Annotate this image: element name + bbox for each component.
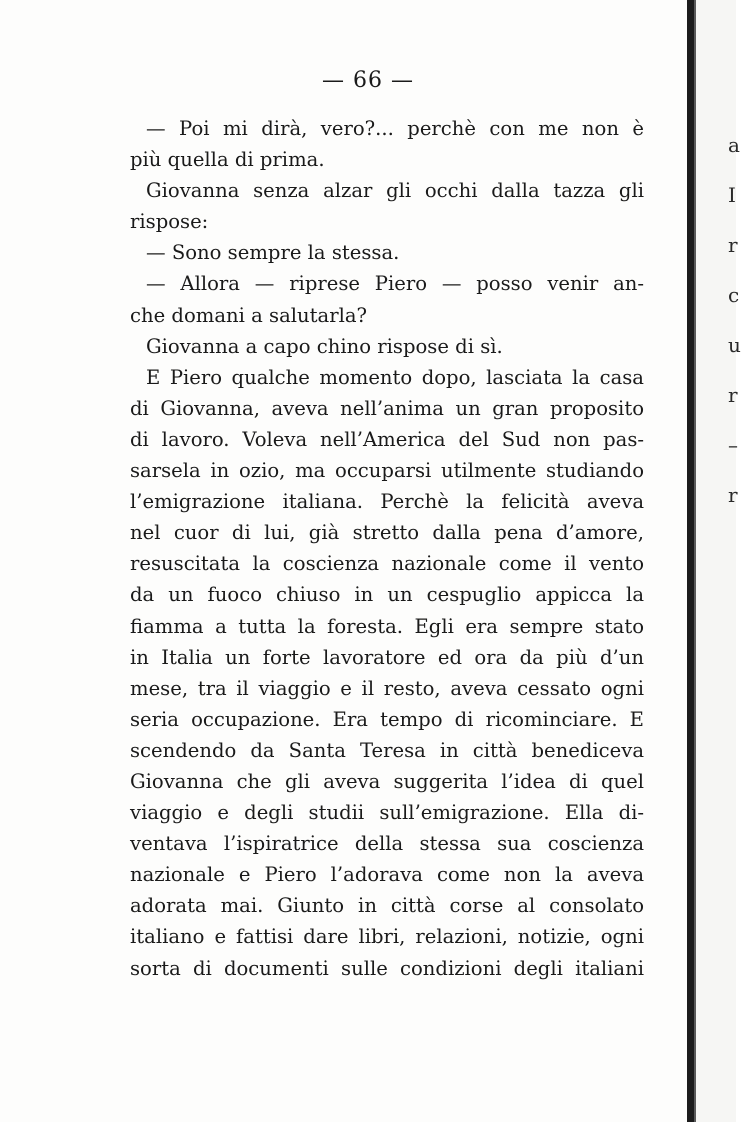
text-line: rispose: bbox=[130, 210, 209, 234]
edge-fragment: – bbox=[728, 433, 738, 457]
text-line: Giovanna che gli aveva suggerita l’idea di quel bbox=[130, 769, 644, 793]
edge-fragment: c bbox=[728, 283, 740, 307]
text-line: viaggio e degli studii sull’emigrazione. Ella di- bbox=[130, 801, 644, 825]
text-line: Giovanna a capo chino rispose di sì. bbox=[146, 334, 503, 358]
edge-fragment: I bbox=[728, 183, 736, 207]
text-line: nel cuor di lui, già stretto dalla pena d’amore, bbox=[130, 521, 644, 545]
text-line: l’emigrazione italiana. Perchè la felicità aveva bbox=[130, 490, 644, 514]
edge-fragment: u bbox=[728, 333, 741, 357]
edge-fragment: r bbox=[728, 383, 738, 407]
text-line: E Piero qualche momento dopo, lasciata la casa bbox=[146, 365, 644, 389]
text-line: ventava l’ispiratrice della stessa sua coscienza bbox=[130, 832, 644, 856]
text-line: — Poi mi dirà, vero?... perchè con me non è bbox=[146, 117, 644, 140]
binding-edge-line-thin bbox=[694, 0, 696, 1122]
text-line: fiamma a tutta la foresta. Egli era sempre stato bbox=[130, 614, 644, 638]
text-line: sarsela in ozio, ma occuparsi utilmente studiando bbox=[130, 459, 644, 483]
text-line: di Giovanna, aveva nell’anima un gran proposito bbox=[130, 396, 644, 420]
text-line: italiano e fattisi dare libri, relazioni, notizie, ogni bbox=[130, 925, 644, 949]
text-line: mese, tra il viaggio e il resto, aveva cessato ogni bbox=[130, 676, 644, 700]
text-line: nazionale e Piero l’adorava come non la aveva bbox=[130, 863, 644, 887]
edge-fragment: r bbox=[728, 233, 738, 257]
text-line: da un fuoco chiuso in un cespuglio appicca la bbox=[130, 583, 644, 607]
text-line: scendendo da Santa Teresa in città benediceva bbox=[130, 738, 644, 762]
text-line: sorta di documenti sulle condizioni degli italiani bbox=[130, 956, 644, 980]
edge-fragment: r bbox=[728, 483, 738, 507]
text-line: che domani a salutarla? bbox=[130, 303, 368, 327]
text-line: resuscitata la coscienza nazionale come il vento bbox=[130, 552, 644, 576]
text-line: seria occupazione. Era tempo di ricominciare. E bbox=[130, 707, 644, 731]
edge-fragment: a bbox=[728, 133, 740, 157]
text-line: in Italia un forte lavoratore ed ora da più d’un bbox=[130, 645, 644, 669]
next-page-edge-text bbox=[728, 120, 741, 520]
page-number: — 66 — bbox=[322, 68, 414, 93]
binding-edge-line bbox=[687, 0, 694, 1122]
text-line: di lavoro. Voleva nell’America del Sud non pas- bbox=[130, 427, 644, 451]
text-line: adorata mai. Giunto in città corse al consolato bbox=[130, 894, 644, 918]
text-line: — Allora — riprese Piero — posso venir an- bbox=[146, 272, 644, 296]
body-text bbox=[130, 113, 644, 984]
text-line: più quella di prima. bbox=[130, 148, 325, 172]
text-line: Giovanna senza alzar gli occhi dalla tazza gli bbox=[146, 179, 644, 203]
text-line: — Sono sempre la stessa. bbox=[146, 241, 400, 265]
